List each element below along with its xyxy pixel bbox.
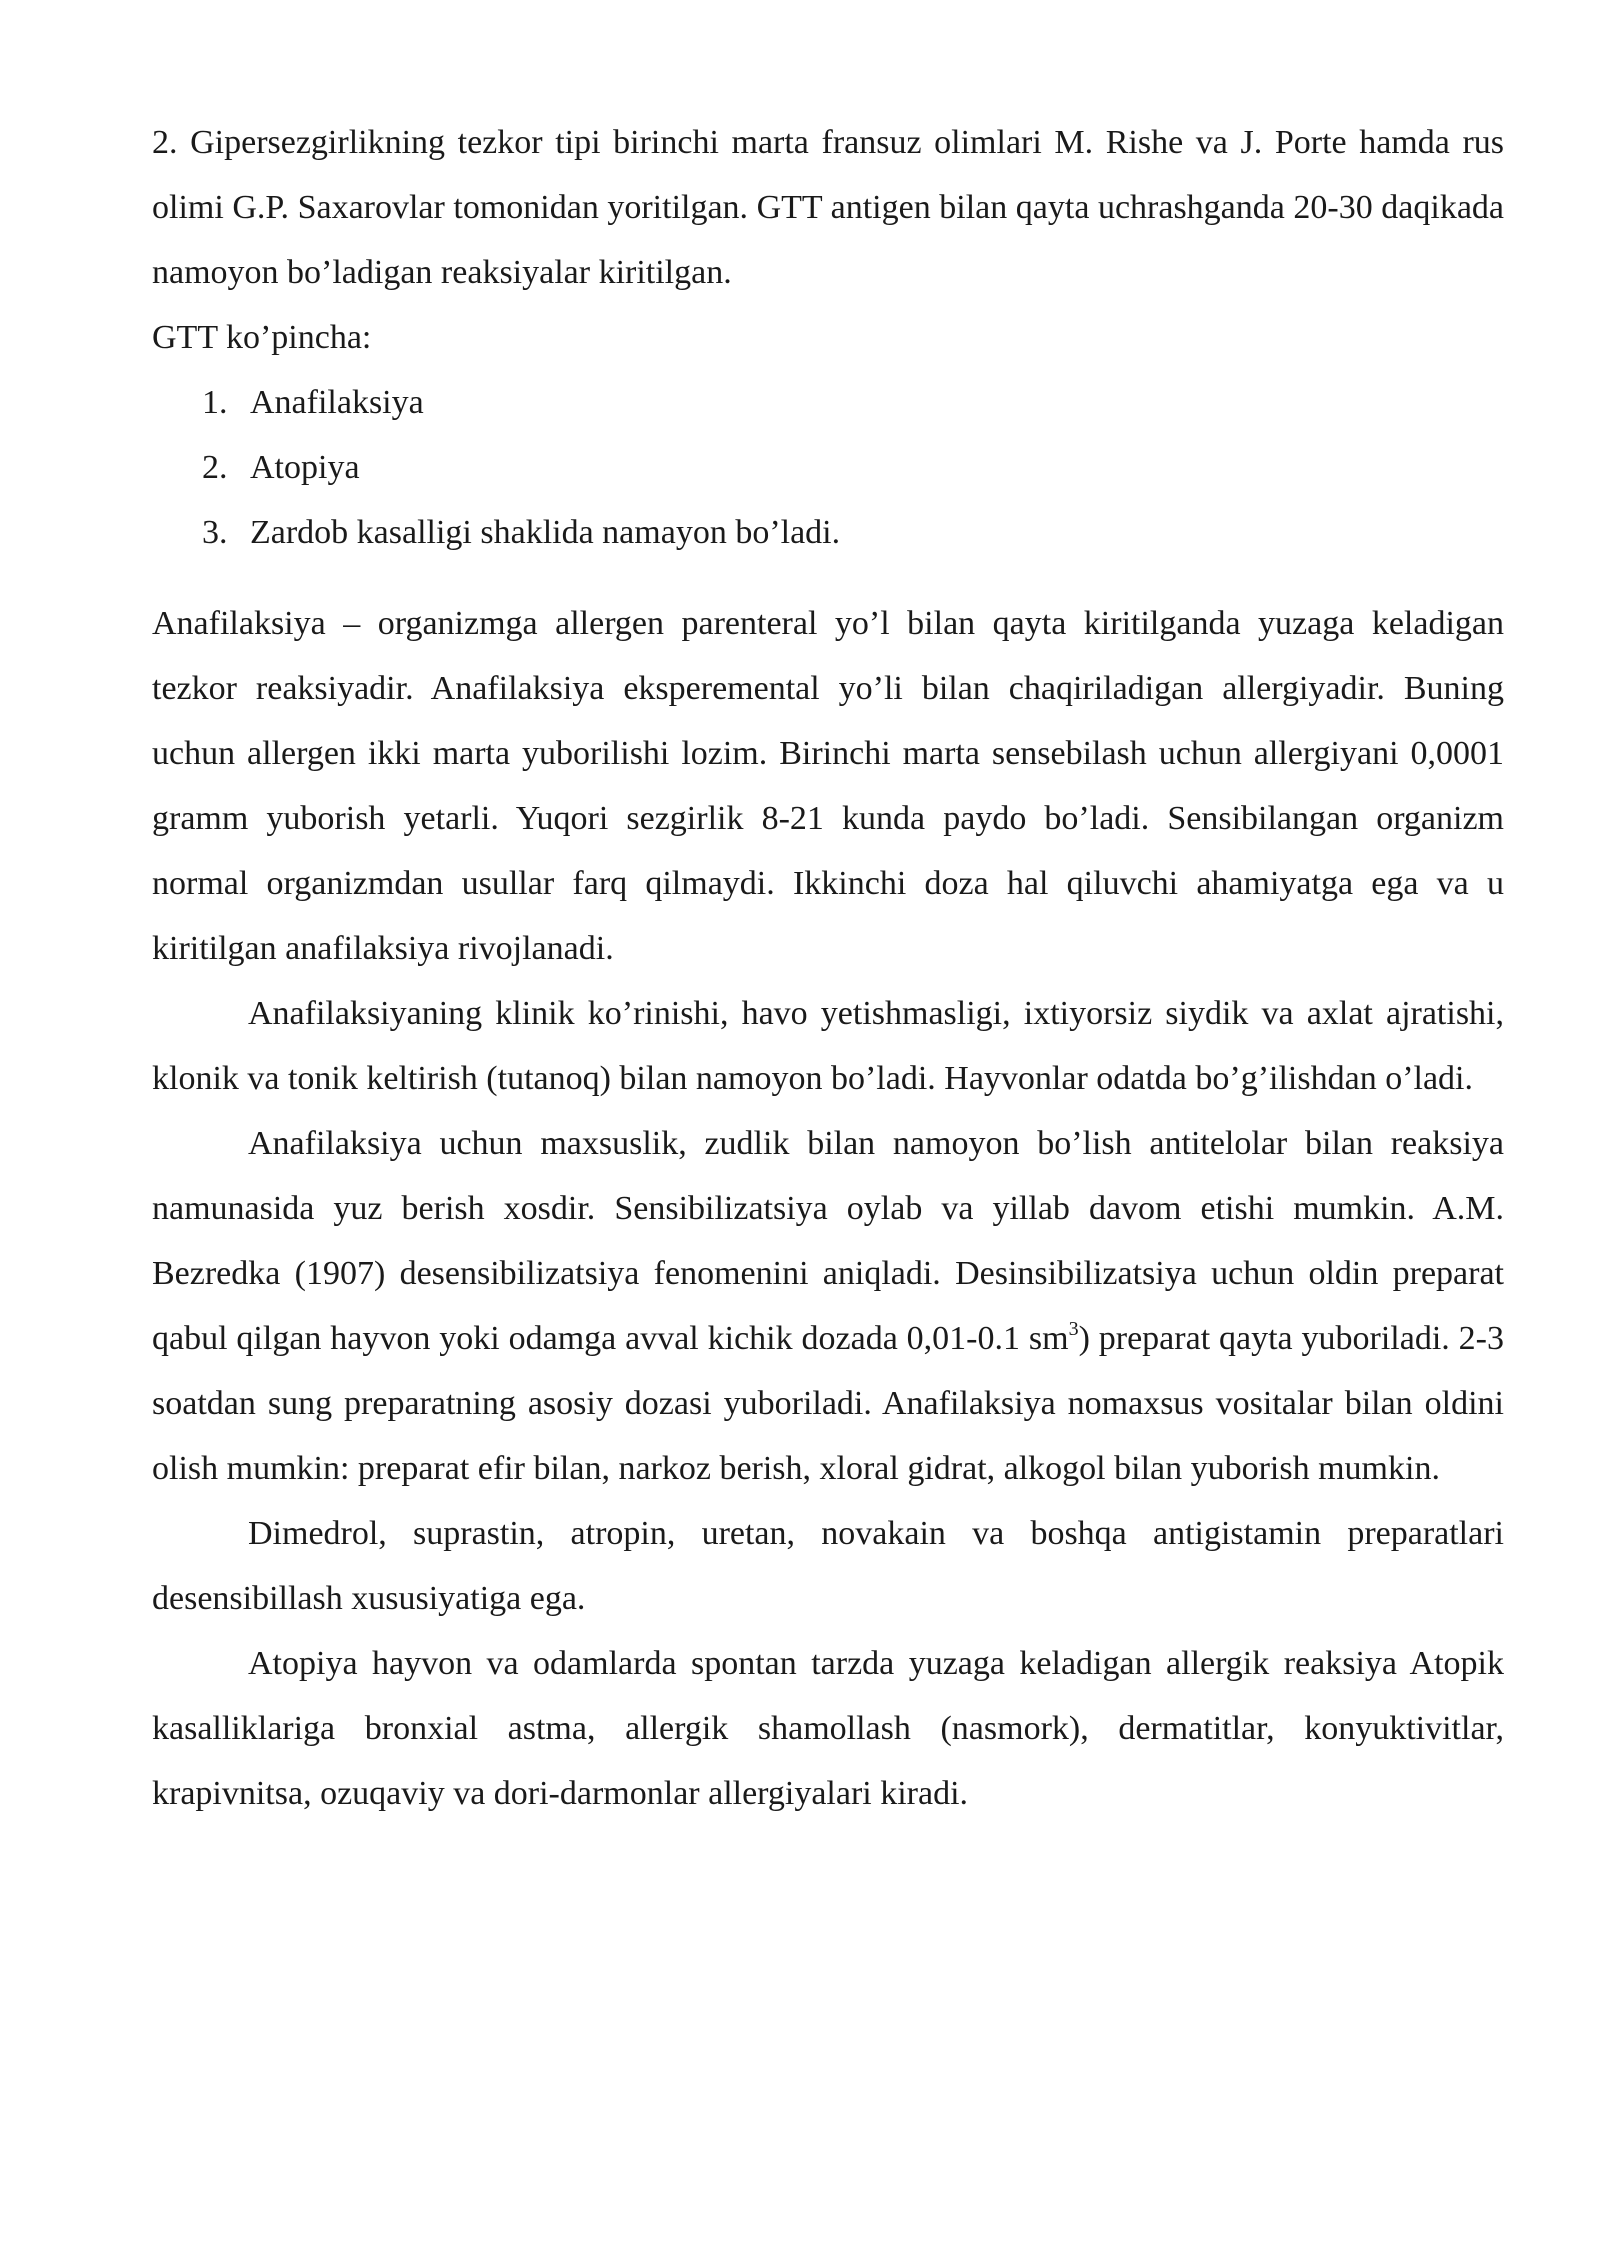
list-item-text: Anafilaksiya	[250, 384, 424, 421]
document-page	[152, 110, 1504, 1826]
specificity-text-end: ) preparat qayta yuboriladi. 2-3 soatdan sung preparatning asosiy dozasi yuboriladi. Anafilaksiya nomaxsus vositalar bilan oldini olish mumkin: preparat efir bilan, narkoz berish, xloral gidrat, alkogol bilan yuborish mumkin.	[152, 1320, 1504, 1487]
list-item	[152, 435, 1504, 500]
list-item-text: Zardob kasalligi shaklida namayon bo’ladi.	[250, 514, 841, 551]
superscript-exponent: 3	[1068, 1318, 1079, 1340]
specificity-text-start: Anafilaksiya uchun maxsuslik, zudlik bilan namoyon bo’lish antitelolar bilan reaksiya namunasida yuz berish xosdir. Sensibilizatsiya oylab va yillab davom etishi mumkin. A.M. Bezredka (1907) desensibilizatsiya fenomenini aniqladi. Desinsibilizatsiya uchun oldin preparat qabul qilgan hayvon yoki odamga avval kichik dozada 0,01-0.1 sm	[152, 1125, 1504, 1357]
list-item-number: 2.	[202, 449, 228, 486]
gtt-forms-list	[152, 370, 1504, 565]
list-item-number: 3.	[202, 514, 228, 551]
list-item-text: Atopiya	[250, 449, 360, 486]
anafilaksiya-definition-paragraph: Anafilaksiya – organizmga allergen parenteral yo’l bilan qayta kiritilganda yuzaga keladigan tezkor reaksiyadir. Anafilaksiya eksperemental yo’li bilan chaqiriladigan allergiyadir. Buning uchun allergen ikki marta yuborilishi lozim. Birinchi marta sensebilash uchun allergiyani 0,0001 gramm yuborish yetarli. Yuqori sezgirlik 8-21 kunda paydo bo’ladi. Sensibilangan organizm normal organizmdan usullar farq qilmaydi. Ikkinchi doza hal qiluvchi ahamiyatga ega va u kiritilgan anafilaksiya rivojlanadi.	[152, 605, 1504, 967]
list-item-number: 1.	[202, 384, 228, 421]
clinical-signs-paragraph: Anafilaksiyaning klinik ko’rinishi, havo yetishmasligi, ixtiyorsiz siydik va axlat ajratishi, klonik va tonik keltirish (tutanoq) bilan namoyon bo’ladi. Hayvonlar odatda bo’g’ilishdan o’ladi.	[152, 995, 1504, 1097]
list-item	[152, 500, 1504, 565]
list-item	[152, 370, 1504, 435]
intro-paragraph: 2. Gipersezgirlikning tezkor tipi birinchi marta fransuz olimlari M. Rishe va J. Porte hamda rus olimi G.P. Saxarovlar tomonidan yoritilgan. GTT antigen bilan qayta uchrashganda 20-30 daqikada namoyon bo’ladigan reaksiyalar kiritilgan.	[152, 124, 1504, 291]
specificity-paragraph	[152, 1111, 1504, 1501]
atopiya-paragraph: Atopiya hayvon va odamlarda spontan tarzda yuzaga keladigan allergik reaksiya Atopik kasalliklariga bronxial astma, allergik shamollash (nasmork), dermatitlar, konyuktivitlar, krapivnitsa, ozuqaviy va dori-darmonlar allergiyalari kiradi.	[152, 1645, 1504, 1812]
antihistamine-paragraph: Dimedrol, suprastin, atropin, uretan, novakain va boshqa antigistamin preparatlari desensibillash xususiyatiga ega.	[152, 1515, 1504, 1617]
list-heading: GTT ko’pincha:	[152, 319, 372, 356]
